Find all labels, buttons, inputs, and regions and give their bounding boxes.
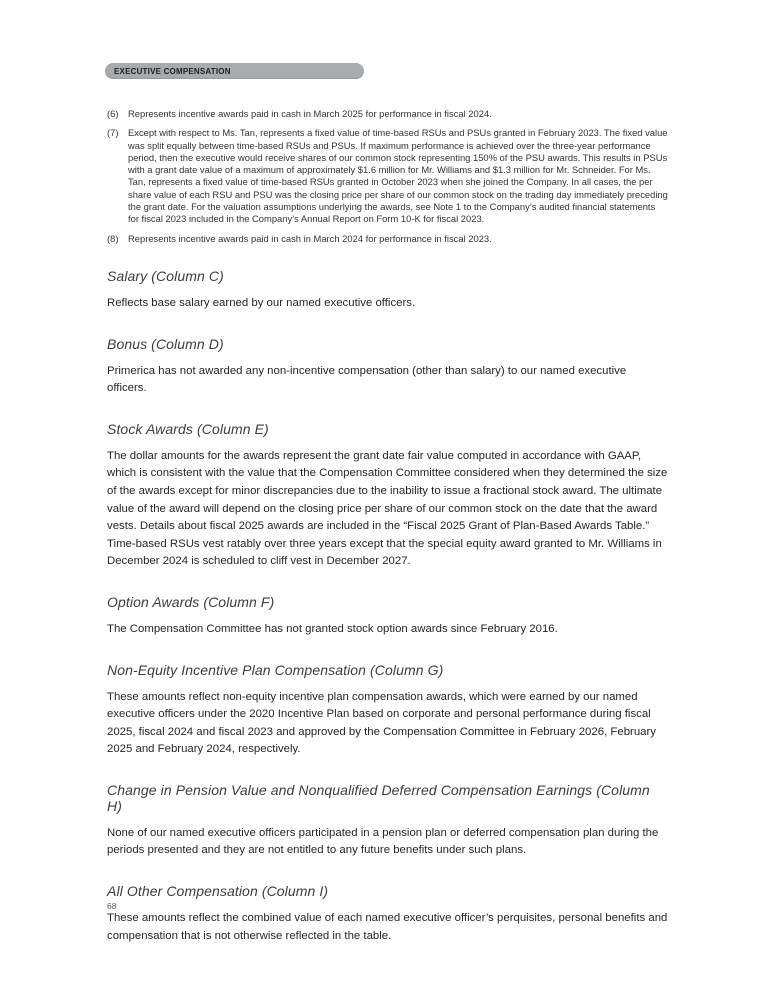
section-body: These amounts reflect the combined value of each named executive officer’s perquisites, personal benefits and compensation that is not otherwise reflected in the table. (107, 912, 668, 942)
section-body: The Compensation Committee has not granted stock option awards since February 2016. (107, 622, 558, 635)
section-non-equity-incentive (107, 662, 668, 759)
section-heading: Option Awards (Column F) (107, 593, 275, 610)
footnote-number: (6) (107, 108, 119, 119)
section-heading: All Other Compensation (Column I) (107, 883, 329, 900)
section-heading: Bonus (Column D) (107, 335, 224, 352)
section-pension-change (107, 782, 668, 860)
footnote-text: Represents incentive awards paid in cash in March 2025 for performance in fiscal 2024. (128, 108, 492, 119)
footnote-7 (107, 127, 668, 225)
section-option-awards (107, 594, 668, 639)
section-body: None of our named executive officers participated in a pension plan or deferred compensation plan during the periods presented and they are not entitled to any future benefits under such plans. (107, 826, 659, 857)
section-banner (105, 63, 364, 79)
page-number: 68 (107, 901, 117, 911)
footnote-text: Except with respect to Ms. Tan, represents a fixed value of time-based RSUs and PSUs granted in February 2023. The fixed value was split equally between time-based RSUs and PSUs. If maximum performance is achieved over the three-year performance period, then the executive would receive shares of our common stock representing 150% of the PSU awards. This results in PSUs with a grant date value of a maximum of approximately $1.6 million for Mr. Williams and $1.3 million for Mr. Schneider. For Ms. Tan, represents a fixed value of time-based RSUs granted in October 2023 when she joined the Company. In all cases, the per share value of each RSU and PSU was the closing price per share of our common stock on the trading day immediately preceding the grant date. For the valuation assumptions underlying the awards, see Note 1 to the Company’s audited financial statements for fiscal 2023 included in the Company’s Annual Report on Form 10-K for fiscal 2023. (128, 127, 668, 225)
section-all-other-compensation (107, 883, 668, 945)
section-heading: Salary (Column C) (107, 267, 224, 284)
section-body: Reflects base salary earned by our named executive officers. (107, 296, 416, 309)
section-bonus (107, 336, 668, 398)
page-content (107, 108, 668, 945)
section-heading: Non-Equity Incentive Plan Compensation (Column G) (107, 661, 444, 678)
footnote-number: (7) (107, 127, 119, 139)
footnote-8 (107, 233, 668, 245)
section-body: Primerica has not awarded any non-incentive compensation (other than salary) to our named executive officers. (107, 364, 627, 395)
banner-label: EXECUTIVE COMPENSATION (114, 66, 231, 76)
section-heading: Stock Awards (Column E) (107, 420, 269, 437)
section-salary (107, 268, 668, 313)
footnote-number: (8) (107, 232, 119, 244)
section-stock-awards (107, 421, 668, 571)
footnote-6 (107, 108, 668, 120)
section-heading: Change in Pension Value and Nonqualified Deferred Compensation Earnings (Column H) (107, 781, 650, 814)
footnote-text: Represents incentive awards paid in cash in March 2024 for performance in fiscal 2023. (128, 232, 492, 244)
section-body: The dollar amounts for the awards represent the grant date fair value computed in accordance with GAAP, which is consistent with the value that the Compensation Committee considered when they determined the size of the awards except for minor discrepancies due to the inability to issue a fractional stock award. The ultimate value of the award will depend on the closing price per share of our common stock on the date that the award vests. Details about fiscal 2025 awards are included in the “Fiscal 2025 Grant of Plan-Based Awards Table.” Time-based RSUs vest ratably over three years except that the special equity award granted to Mr. Williams in December 2024 is scheduled to cliff vest in December 2027. (107, 449, 668, 568)
section-body: These amounts reflect non-equity incentive plan compensation awards, which were earned by our named executive officers under the 2020 Incentive Plan based on corporate and personal performance during fiscal 2025, fiscal 2024 and fiscal 2023 and approved by the Compensation Committee in February 2026, February 2025 and February 2024, respectively. (107, 690, 656, 756)
